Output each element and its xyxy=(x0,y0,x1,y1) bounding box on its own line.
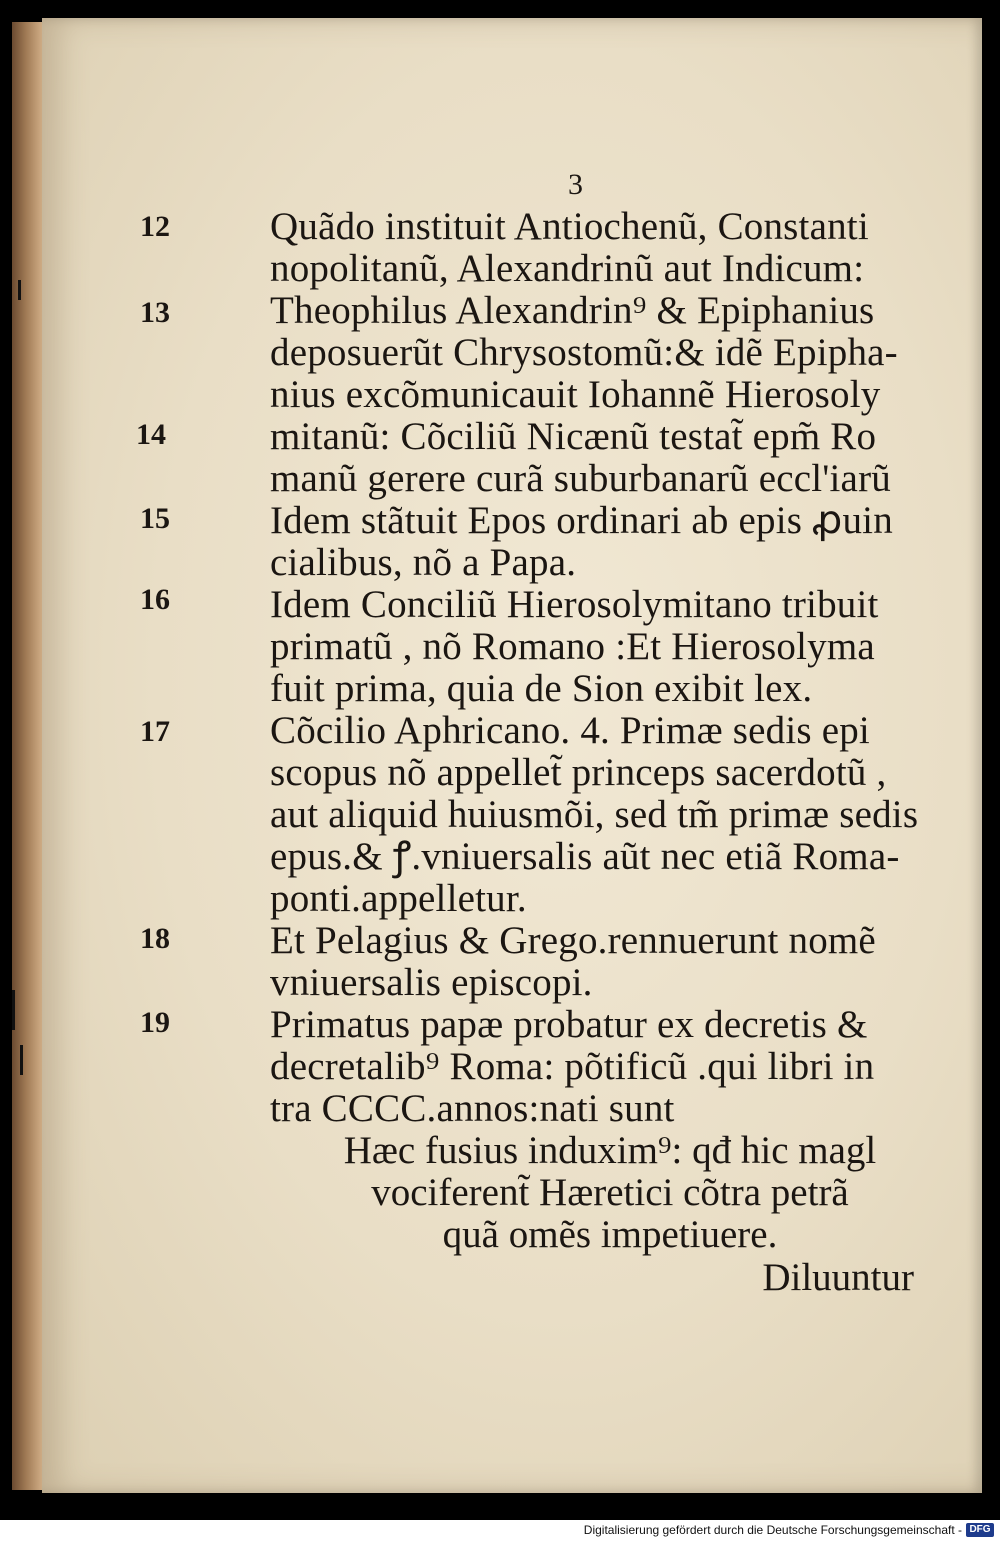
margin-number: 17 xyxy=(140,715,170,748)
margin-number: 14 xyxy=(136,418,166,451)
text-line: aut aliquid huiusmõi, sed tm̃ primæ sedis xyxy=(270,793,919,836)
footer-bar xyxy=(0,1520,1000,1542)
text-line: Primatus papæ probatur ex decretis & xyxy=(270,1003,868,1046)
text-line: Idem Conciliũ Hierosolymitano tribuit xyxy=(270,583,879,626)
margin-number: 16 xyxy=(140,583,170,616)
catchword: Diluuntur xyxy=(762,1256,914,1299)
text-line: manũ gerere curã suburbanarũ eccl'iarũ xyxy=(270,457,891,500)
text-line: Quãdo instituit Antiochenũ, Constanti xyxy=(270,205,869,248)
text-line: nopolitanũ, Alexandrinũ aut Indicum: xyxy=(270,247,865,290)
text-line: Idem stãtuit Epos ordinari ab epis ꝓuin xyxy=(270,499,893,542)
text-line: fuit prima, quia de Sion exibit lex. xyxy=(270,667,813,710)
margin-number: 13 xyxy=(140,296,170,329)
text-line: scopus nõ appellet̃ princeps sacerdotũ , xyxy=(270,751,887,794)
text-line: nius excõmunicauit Iohannẽ Hierosoly xyxy=(270,373,881,416)
closing-line: quã omẽs impetiuere. xyxy=(442,1213,778,1256)
text-line: Et Pelagius & Grego.rennuerunt nomẽ xyxy=(270,919,876,962)
text-line: decretalib⁹ Roma: põtificũ .qui libri in xyxy=(270,1045,875,1088)
gutter-mark xyxy=(18,280,21,300)
text-line: vniuersalis episcopi. xyxy=(270,961,593,1004)
text-line: deposuerũt Chrysostomũ:& idẽ Epipha- xyxy=(270,331,898,374)
closing-line: Hæc fusius induxim⁹: qđ hic magl xyxy=(343,1129,877,1172)
closing-line: vociferent̃ Hæretici cõtra petrã xyxy=(371,1171,849,1214)
text-line: Theophilus Alexandrin⁹ & Epiphanius xyxy=(270,289,875,332)
margin-number: 18 xyxy=(140,922,170,955)
dfg-logo-icon: DFG xyxy=(966,1523,994,1537)
text-line: epus.& ꝭ.vniuersalis aũt nec etiã Roma- xyxy=(270,835,900,878)
margin-number: 12 xyxy=(140,210,170,243)
margin-number: 19 xyxy=(140,1006,170,1039)
text-line: mitanũ: Cõciliũ Nicænũ testat̃ epm̃ Ro xyxy=(270,415,877,458)
gutter-mark xyxy=(20,1045,23,1075)
text-line: ponti.appelletur. xyxy=(270,877,527,920)
margin-number: 15 xyxy=(140,502,170,535)
funding-credit: Digitalisierung gefördert durch die Deutsche Forschungsgemeinschaft - xyxy=(583,1523,962,1537)
text-line: Cõcilio Aphricano. 4. Primæ sedis epi xyxy=(270,709,870,752)
text-line: cialibus, nõ a Papa. xyxy=(270,541,577,584)
gutter-mark xyxy=(12,990,15,1030)
text-line: primatũ , nõ Romano :Et Hierosolyma xyxy=(270,625,875,668)
folio-number: 3 xyxy=(568,168,583,201)
text-line: tra CCCC.annos:nati sunt xyxy=(270,1087,675,1130)
